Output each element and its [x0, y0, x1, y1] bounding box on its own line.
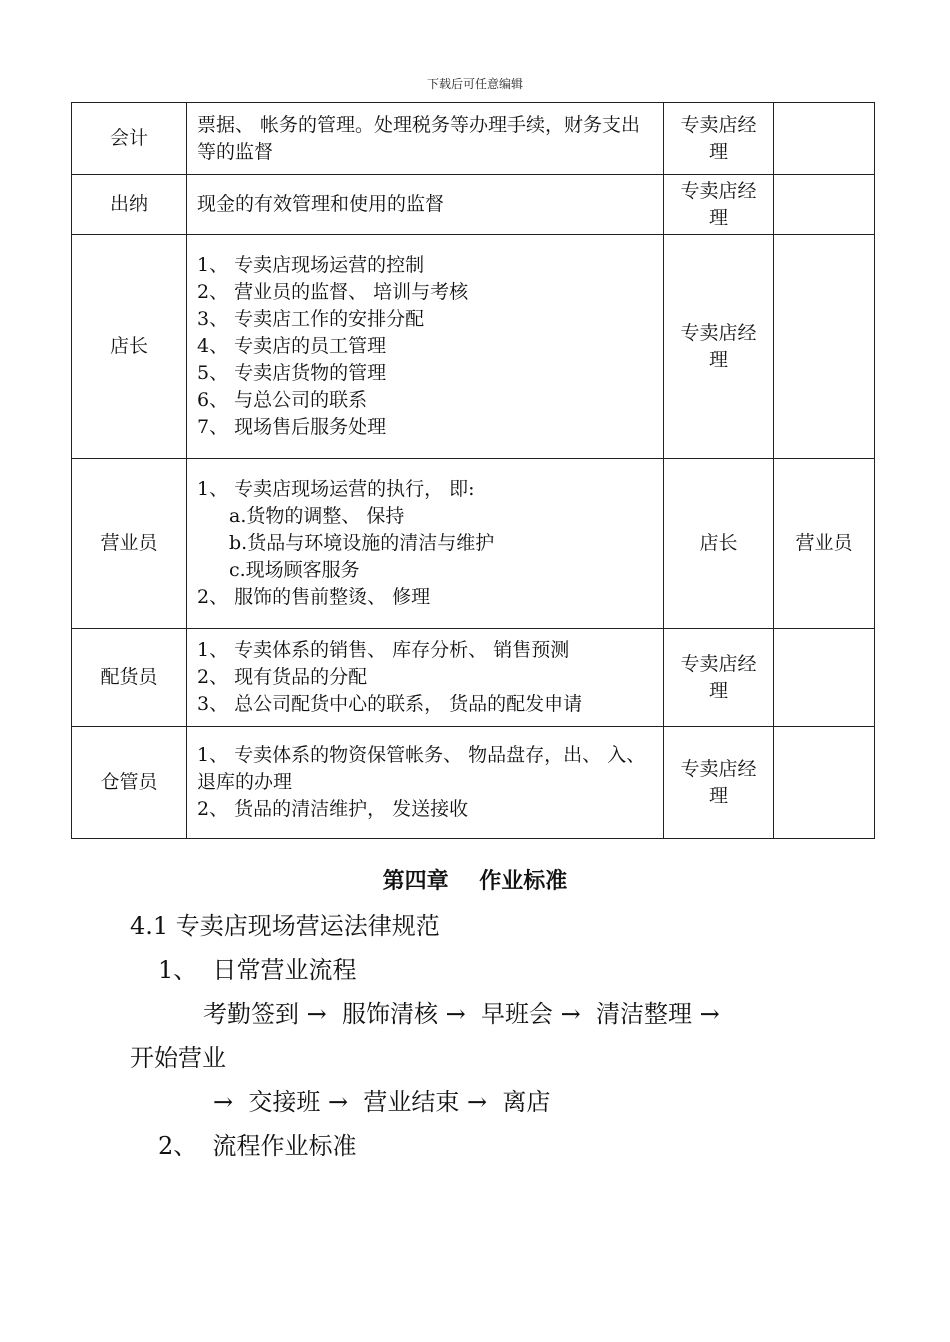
supervisor-label: 专卖店经理: [680, 321, 757, 371]
subordinate-cell: [774, 727, 875, 839]
supervisor-label: 专卖店经理: [680, 757, 757, 807]
table-row: [72, 459, 875, 629]
supervisor-cell: [664, 235, 774, 459]
duty-line: 3、 专卖店工作的安排分配: [197, 308, 425, 330]
chapter-title: 第四章 作业标准: [382, 869, 568, 894]
duty-line: 2、 服饰的售前整烫、 修理: [197, 586, 431, 608]
header-note: 下载后可任意编辑: [426, 77, 523, 91]
flow-line: → 交接班 → 营业结束 → 离店: [213, 1088, 551, 1116]
supervisor-cell: [664, 727, 774, 839]
subordinate-cell: [774, 103, 875, 175]
role-cell: 仓管员: [72, 727, 187, 839]
duty-line: 1、 专卖体系的销售、 库存分析、 销售预测: [197, 639, 570, 661]
role-cell: 出纳: [72, 175, 187, 235]
duty-cell: [187, 459, 664, 629]
subordinate-cell: [774, 629, 875, 727]
role-cell: 营业员: [72, 459, 187, 629]
duty-line: 5、 专卖店货物的管理: [197, 362, 387, 384]
duty-subitem: a.货物的调整、 保持: [229, 505, 405, 527]
duty-line: 1、 专卖店现场运营的执行， 即:: [197, 478, 475, 500]
supervisor-label: 店长: [699, 532, 738, 554]
duty-line: 3、 总公司配货中心的联系， 货品的配发申请: [197, 693, 583, 715]
step-heading: 1、 日常营业流程: [158, 956, 357, 984]
duty-line: 6、 与总公司的联系: [197, 389, 368, 411]
duty-cell: [187, 629, 664, 727]
supervisor-cell: [664, 459, 774, 629]
supervisor-cell: [664, 175, 774, 235]
flow-line: 开始营业: [130, 1044, 226, 1072]
subordinate-cell: [774, 175, 875, 235]
duty-line: 2、 现有货品的分配: [197, 666, 368, 688]
section-title: 4.1 专卖店现场营运法律规范: [130, 912, 440, 940]
supervisor-label: 专卖店经理: [680, 652, 757, 702]
table-row: [72, 175, 875, 235]
duty-subitem: c.现场顾客服务: [229, 559, 360, 581]
duty-line: 4、 专卖店的员工管理: [197, 335, 387, 357]
duty-line: 票据、 帐务的管理。处理税务等办理手续，财务支出等的监督: [197, 113, 641, 163]
duty-line: 1、 专卖体系的物资保管帐务、 物品盘存，出、 入、 退库的办理: [197, 744, 646, 793]
table-row: [72, 727, 875, 839]
role-duties-table: [71, 102, 875, 839]
duty-cell: [187, 727, 664, 839]
duty-cell: [187, 175, 664, 235]
duty-cell: [187, 103, 664, 175]
duty-line: 7、 现场售后服务处理: [197, 416, 387, 438]
table-row: [72, 103, 875, 175]
step-heading: 2、 流程作业标准: [158, 1132, 357, 1160]
table-row: [72, 629, 875, 727]
flow-line: 考勤签到 → 服饰清核 → 早班会 → 清洁整理 →: [203, 1000, 720, 1028]
supervisor-label: 专卖店经理: [680, 113, 757, 163]
supervisor-label: 专卖店经理: [680, 179, 757, 229]
table-row: [72, 235, 875, 459]
role-cell: 店长: [72, 235, 187, 459]
subordinate-cell: [774, 235, 875, 459]
duty-subitem: b.货品与环境设施的清洁与维护: [229, 532, 495, 554]
duty-line: 现金的有效管理和使用的监督: [197, 193, 445, 215]
subordinate-cell: 营业员: [774, 459, 875, 629]
role-cell: 会计: [72, 103, 187, 175]
duty-line: 2、 货品的清洁维护， 发送接收: [197, 798, 469, 820]
duty-cell: [187, 235, 664, 459]
duty-line: 2、 营业员的监督、 培训与考核: [197, 281, 469, 303]
role-cell: 配货员: [72, 629, 187, 727]
supervisor-cell: [664, 629, 774, 727]
duty-line: 1、 专卖店现场运营的控制: [197, 254, 425, 276]
supervisor-cell: [664, 103, 774, 175]
